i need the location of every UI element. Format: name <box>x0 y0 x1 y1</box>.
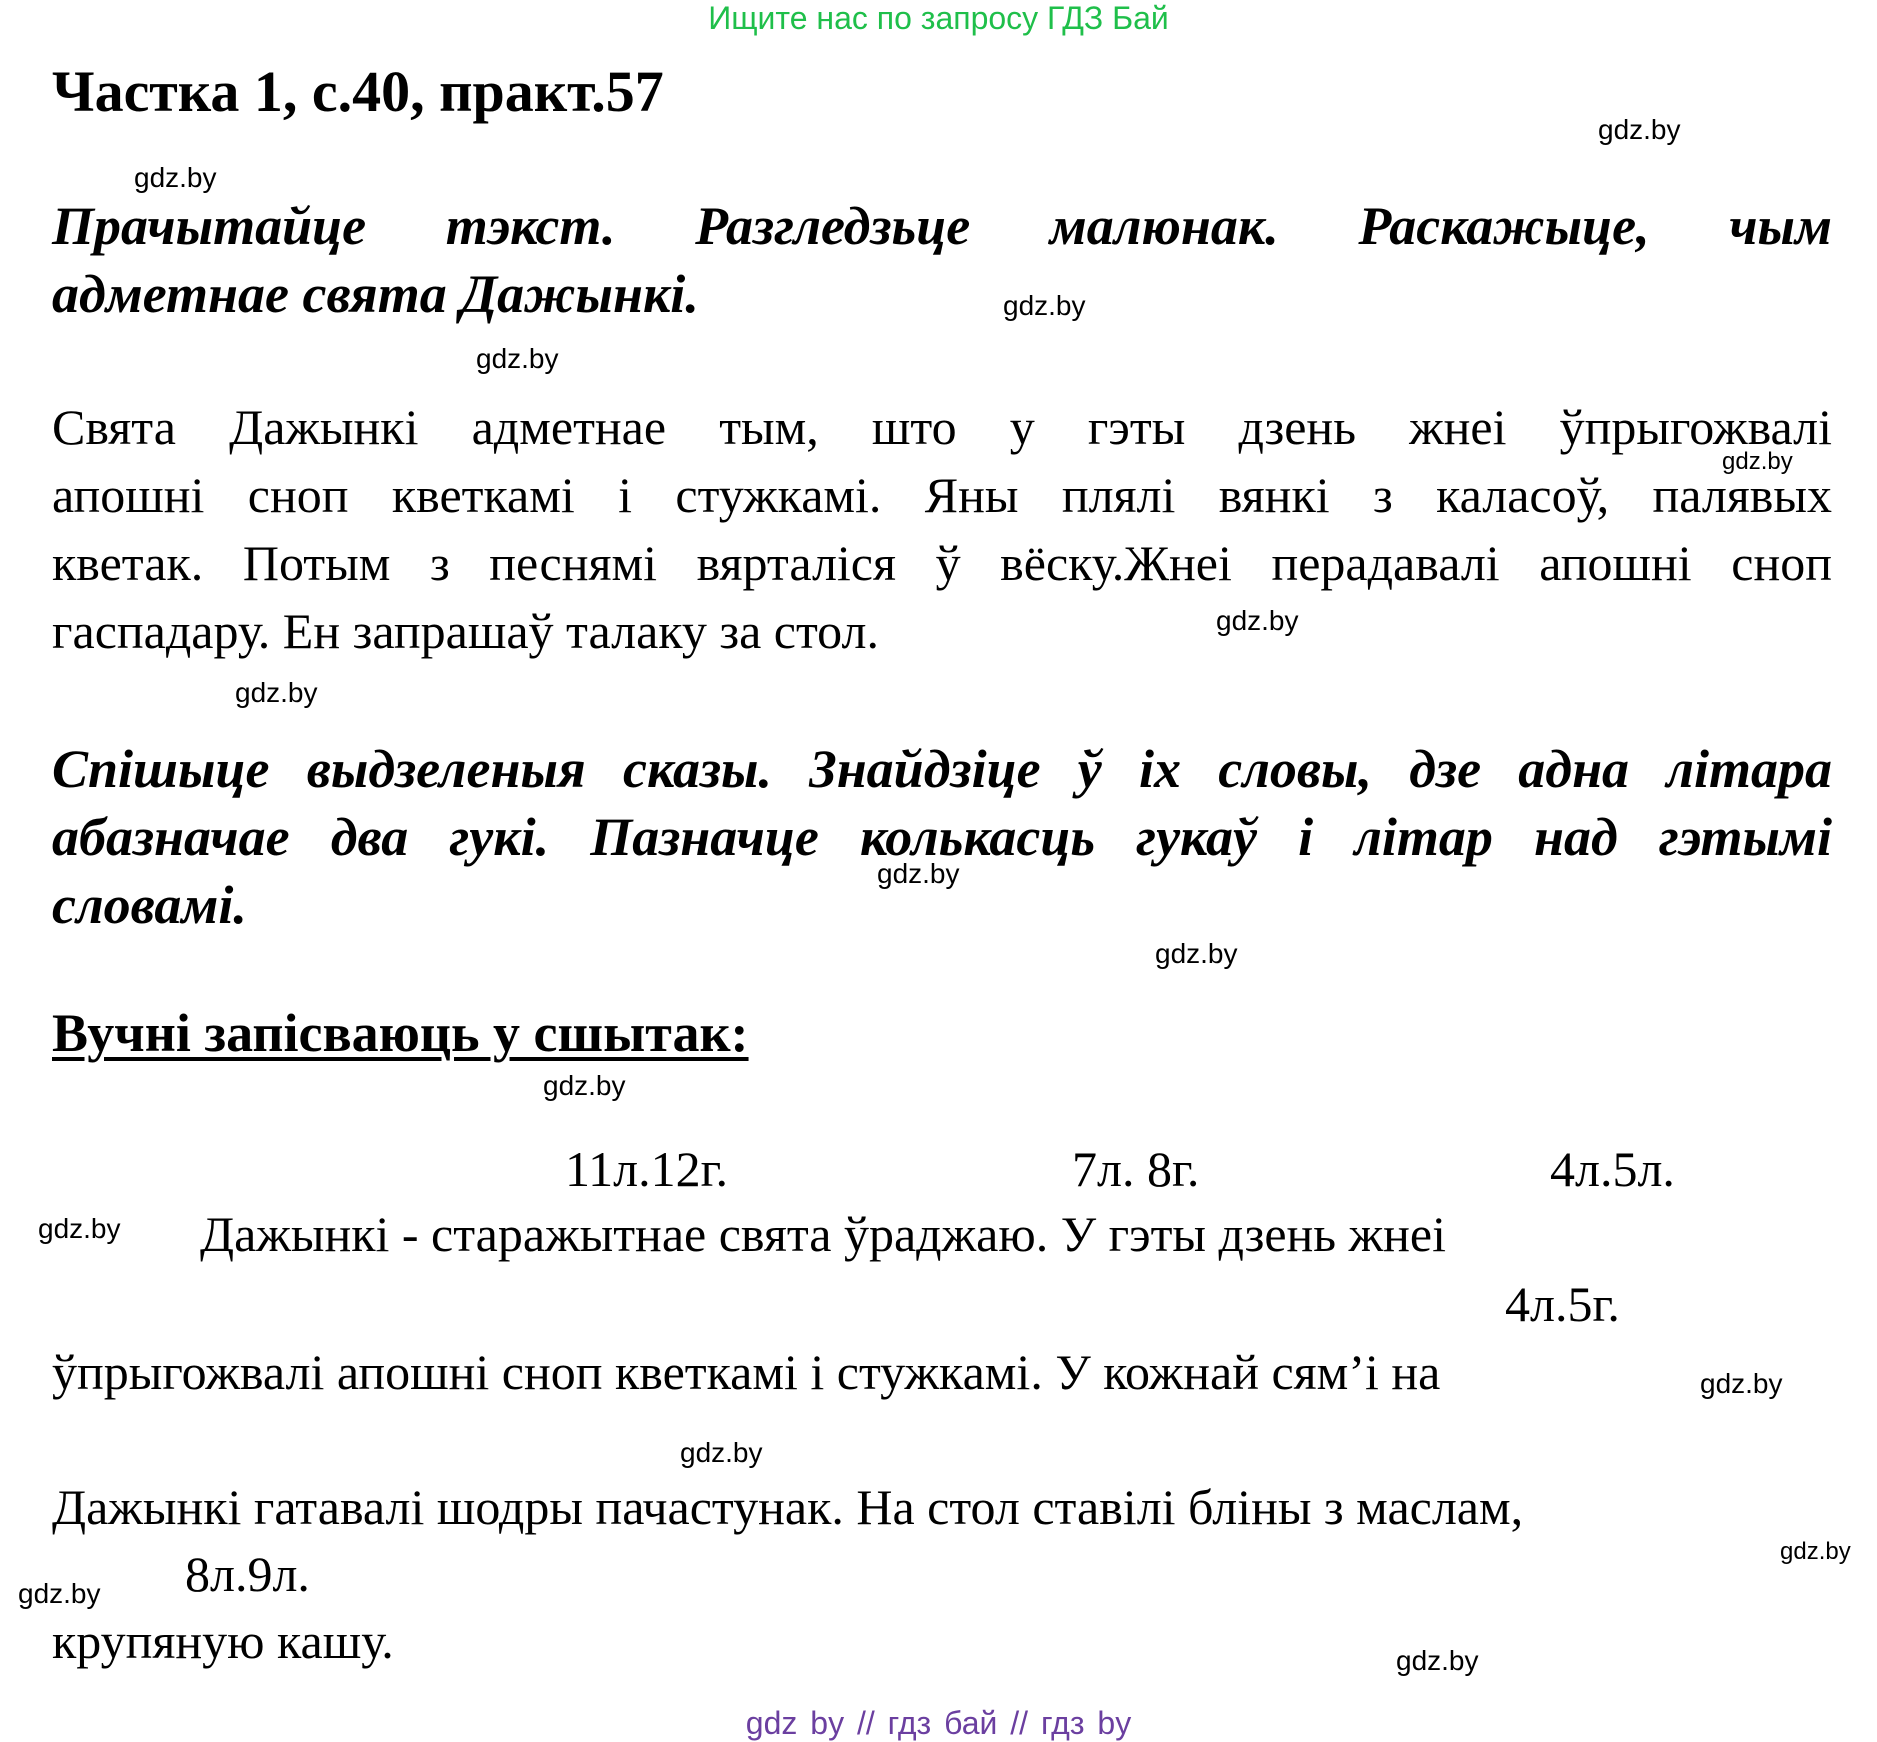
watermark: gdz.by <box>680 1437 763 1468</box>
watermark: gdz.by <box>1155 938 1238 969</box>
watermark: gdz.by <box>134 162 217 193</box>
task-1 <box>52 192 1832 328</box>
answer-line: апошні сноп кветкамі і стужкамі. Яны плялі вянкі з каласоў, палявых <box>52 467 1832 523</box>
page-title: Частка 1, с.40, практ.57 <box>52 59 664 124</box>
answer-line: кветак. Потым з песнямі вярталіся ў вёску.Жнеі перадавалі апошні сноп <box>52 535 1832 591</box>
footer-watermark: gdz by // гдз бай // гдз by <box>745 1705 1132 1741</box>
notebook-line: ўпрыгожвалі апошні сноп кветкамі і стужкамі. У кожнай сям’і на <box>52 1344 1441 1400</box>
task-2-line: абазначае два гукі. Пазначце колькасць гукаў і літар над гэтымі <box>52 807 1832 867</box>
watermark: gdz.by <box>877 858 960 889</box>
letter-sound-annotation: 8л.9л. <box>185 1546 310 1602</box>
notebook-line: Дажынкі гатавалі шодры пачастунак. На стол ставілі бліны з маслам, <box>52 1479 1524 1535</box>
watermark: gdz.by <box>1780 1538 1851 1565</box>
watermark: gdz.by <box>1700 1368 1783 1399</box>
task-1-line: адметнае свята Дажынкі. <box>52 264 699 324</box>
answer-line: Свята Дажынкі адметнае тым, што у гэты дзень жнеі ўпрыгожвалі <box>52 399 1832 455</box>
watermark: gdz.by <box>38 1213 121 1244</box>
task-2 <box>52 735 1832 939</box>
watermark: gdz.by <box>1396 1645 1479 1676</box>
answer-paragraph <box>52 393 1832 665</box>
watermark: gdz.by <box>543 1070 626 1101</box>
watermark: gdz.by <box>476 343 559 374</box>
notebook-line: крупяную кашу. <box>52 1613 394 1669</box>
letter-sound-annotation: 4л.5л. <box>1550 1141 1675 1197</box>
watermark: gdz.by <box>1722 448 1793 475</box>
notebook-heading: Вучні запісваюць у сшытак: <box>52 1003 749 1063</box>
answer-line: гаспадару. Ен запрашаў талаку за стол. <box>52 603 879 659</box>
watermark: gdz.by <box>18 1578 101 1609</box>
task-2-line: Спішыце выдзеленыя сказы. Знайдзіце ў іх словы, дзе адна літара <box>52 739 1832 799</box>
notebook-line: Дажынкі - старажытнае свята ўраджаю. У гэты дзень жнеі <box>200 1206 1446 1262</box>
letter-sound-annotation: 11л.12г. <box>565 1141 728 1197</box>
watermark: gdz.by <box>1598 114 1681 145</box>
top-banner: Ищите нас по запросу ГДЗ Бай <box>708 0 1169 36</box>
watermark: gdz.by <box>1216 605 1299 636</box>
letter-sound-annotation: 4л.5г. <box>1505 1276 1620 1332</box>
watermark: gdz.by <box>235 677 318 708</box>
letter-sound-annotation: 7л. 8г. <box>1072 1141 1200 1197</box>
task-1-line: Прачытайце тэкст. Разгледзьце малюнак. Раскажыце, чым <box>52 196 1832 256</box>
task-2-line: словамі. <box>52 875 247 935</box>
watermark: gdz.by <box>1003 290 1086 321</box>
